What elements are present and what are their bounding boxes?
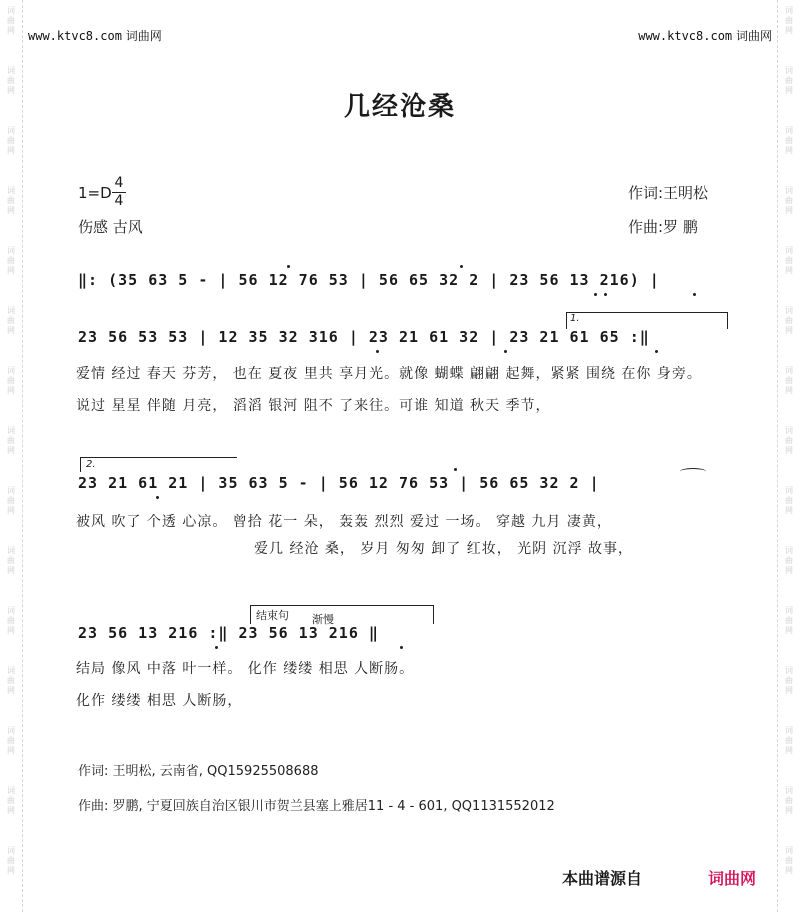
watermark-mark: 词 曲 网: [785, 846, 793, 875]
low-octave-dot: [604, 293, 607, 296]
notation-row-1: ‖: (35 63 5 - | 56 12 76 53 | 56 65 32 2 | 23 56 13 216) |: [78, 271, 660, 289]
watermark-mark: 词 曲 网: [7, 66, 15, 95]
first-ending-label: 1.: [570, 313, 580, 324]
watermark-mark: 词 曲 网: [785, 186, 793, 215]
composer-label: 作曲:罗 鹏: [628, 218, 698, 236]
watermark-mark: 词 曲 网: [7, 186, 15, 215]
ending-phrase-label: 结束句: [256, 609, 289, 622]
watermark-mark: 词 曲 网: [785, 606, 793, 635]
low-octave-dot: [376, 350, 379, 353]
low-octave-dot: [156, 496, 159, 499]
time-sig-top: 4: [114, 175, 124, 191]
site-name[interactable]: 词曲网: [735, 29, 772, 43]
watermark-mark: 词 曲 网: [7, 426, 15, 455]
notation-row-4: 23 56 13 216 :‖ 23 56 13 216 ‖: [78, 624, 379, 642]
lyricist-label: 作词:王明松: [628, 184, 709, 202]
site-header-right[interactable]: [638, 27, 772, 44]
composer-credit: 作曲: 罗鹏, 宁夏回族自治区银川市贺兰县塞上雅居11 - 4 - 601, QQ1131552012: [78, 799, 555, 814]
watermark-mark: 词 曲 网: [7, 486, 15, 515]
notation-row-2: 23 56 53 53 | 12 35 32 316 | 23 21 61 32 | 23 21 61 65 :‖: [78, 328, 650, 346]
lyrics-verse-2: 爱几 经沧 桑， 岁月 匆匆 卸了 红妆， 光阴 沉浮 故事，: [254, 541, 634, 557]
watermark-mark: 词 曲 网: [785, 126, 793, 155]
low-octave-dot: [215, 646, 218, 649]
watermark-mark: 词 曲 网: [7, 606, 15, 635]
low-octave-dot: [504, 350, 507, 353]
style-tags: 伤感 古风: [78, 218, 143, 236]
watermark-mark: 词 曲 网: [7, 366, 15, 395]
key-signature: 1=D: [78, 184, 112, 202]
second-ending-bracket: [80, 457, 237, 472]
source-note: 本曲谱源自: [562, 869, 643, 888]
song-title: 几经沧桑: [343, 92, 456, 122]
watermark-mark: 词 曲 网: [7, 546, 15, 575]
watermark-mark: 词 曲 网: [7, 846, 15, 875]
left-watermark-strip: [0, 0, 23, 912]
low-octave-dot: [400, 646, 403, 649]
lyrics-verse-2: 化作 缕缕 相思 人断肠，: [76, 693, 243, 709]
watermark-mark: 词 曲 网: [785, 726, 793, 755]
tie-mark: [680, 468, 706, 475]
watermark-mark: 词 曲 网: [785, 486, 793, 515]
site-header-left[interactable]: [28, 27, 162, 44]
watermark-mark: 词 曲 网: [7, 126, 15, 155]
watermark-mark: 词 曲 网: [7, 726, 15, 755]
watermark-mark: 词 曲 网: [785, 666, 793, 695]
low-octave-dot: [655, 350, 658, 353]
watermark-mark: 词 曲 网: [785, 426, 793, 455]
high-octave-dot: [454, 468, 457, 471]
watermark-mark: 词 曲 网: [785, 246, 793, 275]
first-ending-bracket: [566, 312, 728, 329]
watermark-mark: 词 曲 网: [785, 546, 793, 575]
watermark-mark: 词 曲 网: [7, 786, 15, 815]
watermark-mark: 词 曲 网: [785, 786, 793, 815]
site-name[interactable]: 词曲网: [125, 29, 162, 43]
lyricist-credit: 作词: 王明松, 云南省, QQ15925508688: [78, 764, 319, 779]
site-url[interactable]: www.ktvc8.com: [28, 29, 122, 43]
watermark-mark: 词 曲 网: [785, 66, 793, 95]
watermark-mark: 词 曲 网: [7, 6, 15, 35]
high-octave-dot: [287, 265, 290, 268]
right-watermark-strip: [777, 0, 800, 912]
lyrics-verse-1: 结局 像风 中落 叶一样。 化作 缕缕 相思 人断肠。: [76, 661, 415, 677]
site-url[interactable]: www.ktvc8.com: [638, 29, 733, 43]
watermark-mark: 词 曲 网: [7, 306, 15, 335]
lyrics-verse-2: 说过 星星 伴随 月亮， 滔滔 银河 阻不 了来往。可谁 知道 秋天 季节，: [76, 398, 551, 414]
notation-row-3: 23 21 61 21 | 35 63 5 - | 56 12 76 53 | 56 65 32 2 |: [78, 474, 600, 492]
lyrics-verse-1: 被风 吹了 个透 心凉。 曾拾 花一 朵， 轰轰 烈烈 爱过 一场。 穿越 九月 凄黄，: [76, 514, 612, 530]
high-octave-dot: [460, 265, 463, 268]
source-brand-link[interactable]: 词曲网: [708, 869, 757, 888]
watermark-mark: 词 曲 网: [785, 6, 793, 35]
tempo-marking: 渐慢: [312, 613, 334, 626]
watermark-mark: 词 曲 网: [7, 666, 15, 695]
watermark-mark: 词 曲 网: [785, 366, 793, 395]
watermark-mark: 词 曲 网: [7, 246, 15, 275]
lyrics-verse-1: 爱情 经过 春天 芬芳， 也在 夏夜 里共 享月光。就像 蝴蝶 翩翩 起舞，紧紧 围绕 在你 身旁。: [76, 366, 702, 382]
watermark-mark: 词 曲 网: [785, 306, 793, 335]
low-octave-dot: [594, 293, 597, 296]
low-octave-dot: [693, 293, 696, 296]
second-ending-label: 2.: [86, 459, 96, 470]
time-sig-bottom: 4: [114, 193, 124, 209]
time-signature: [112, 176, 126, 209]
